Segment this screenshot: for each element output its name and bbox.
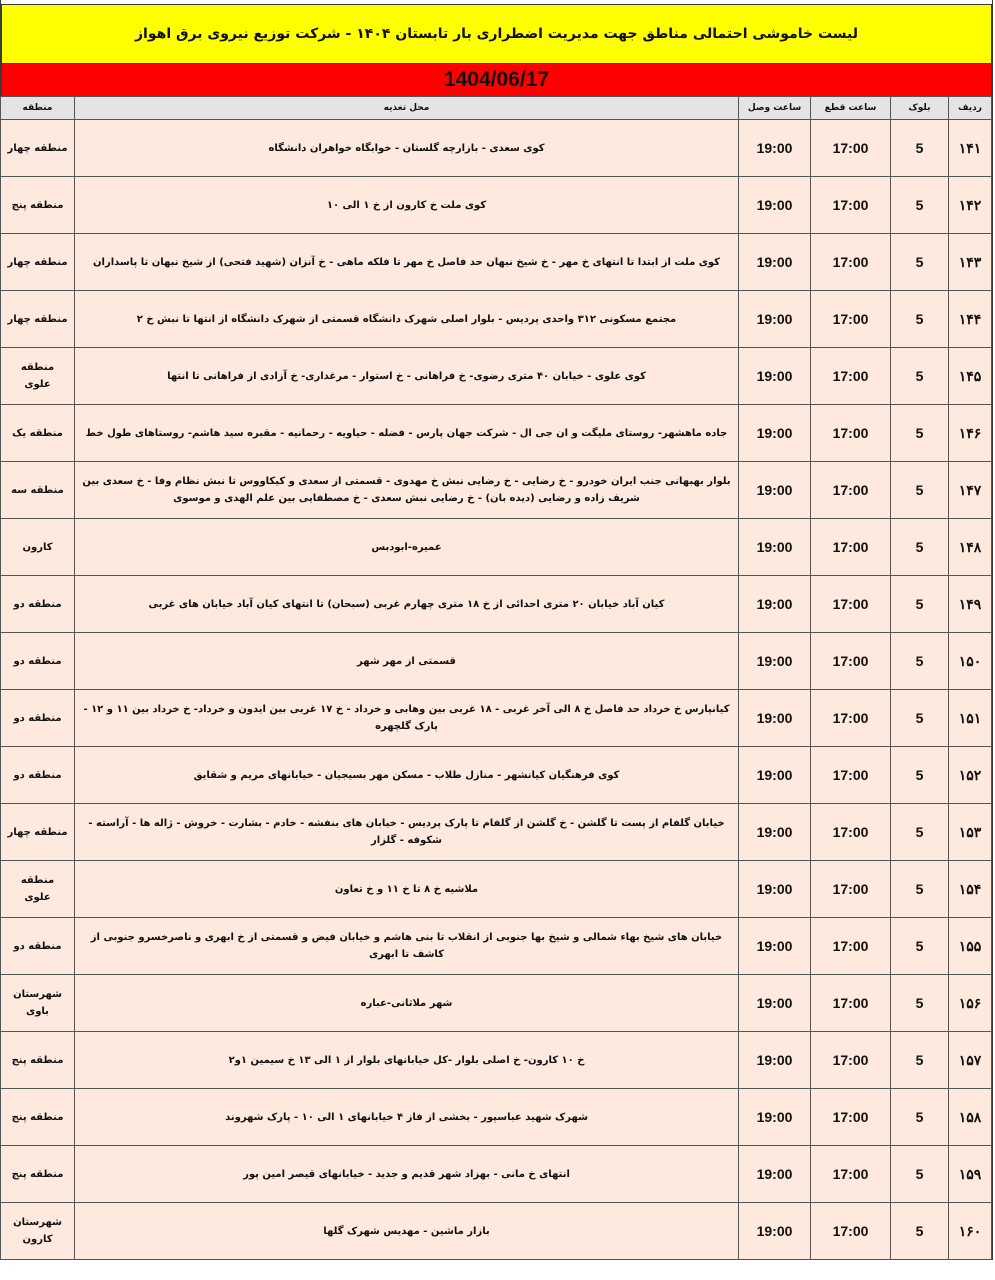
header-radif: ردیف (949, 97, 992, 120)
cell-block: 5 (891, 1032, 949, 1089)
cell-region: منطقه چهار (1, 120, 75, 177)
cell-radif: ۱۴۲ (949, 177, 992, 234)
cell-location: کیان آباد خیابان ۲۰ متری احدائی از خ ۱۸ متری چهارم غربی (سبحان) تا انتهای کیان آباد خیابان های غربی (75, 576, 739, 633)
table-row (1, 1032, 992, 1089)
cell-radif: ۱۴۸ (949, 519, 992, 576)
cell-cut-time: 17:00 (811, 1032, 891, 1089)
cell-radif: ۱۴۵ (949, 348, 992, 405)
cell-connect-time: 19:00 (739, 120, 811, 177)
cell-block: 5 (891, 348, 949, 405)
cell-connect-time: 19:00 (739, 747, 811, 804)
cell-location: شهر ملاثانی-عباره (75, 975, 739, 1032)
table-row (1, 405, 992, 462)
cell-block: 5 (891, 291, 949, 348)
cell-cut-time: 17:00 (811, 804, 891, 861)
cell-location: انتهای خ مانی - بهزاد شهر قدیم و جدید - خیابانهای قیصر امین پور (75, 1146, 739, 1203)
cell-radif: ۱۴۶ (949, 405, 992, 462)
cell-location: کیانپارس خ خرداد حد فاصل خ ۸ الی آخر غربی - ۱۸ غربی بین وهابی و خرداد - خ ۱۷ غربی بین ایدون و خرداد- خ خرداد بین ۱۱ و ۱۲ - پارک گلچهره (75, 690, 739, 747)
cell-location: ملاشیه خ ۸ تا خ ۱۱ و خ تعاون (75, 861, 739, 918)
cell-cut-time: 17:00 (811, 120, 891, 177)
cell-location: کوی علوی - خیابان ۴۰ متری رضوی- خ فراهانی - خ استوار - مرغداری- خ آزادی از فراهانی تا انتها (75, 348, 739, 405)
cell-block: 5 (891, 747, 949, 804)
table-row (1, 633, 992, 690)
cell-block: 5 (891, 918, 949, 975)
cell-block: 5 (891, 690, 949, 747)
cell-connect-time: 19:00 (739, 291, 811, 348)
cell-cut-time: 17:00 (811, 462, 891, 519)
cell-location: کوی ملت خ کارون از خ ۱ الی ۱۰ (75, 177, 739, 234)
cell-block: 5 (891, 519, 949, 576)
table-row (1, 975, 992, 1032)
cell-region: منطقه پنج (1, 1089, 75, 1146)
cell-block: 5 (891, 234, 949, 291)
table-row (1, 462, 992, 519)
cell-region: منطقه دو (1, 690, 75, 747)
table-row (1, 120, 992, 177)
cell-radif: ۱۵۰ (949, 633, 992, 690)
cell-region: کارون (1, 519, 75, 576)
cell-location: جاده ماهشهر- روستای ملیگت و ان جی ال - شرکت جهان پارس - فضله - حیاویه - رحمانیه - مقبره سید هاشم- روستاهای طول خط (75, 405, 739, 462)
cell-region: شهرستان کارون (1, 1203, 75, 1260)
cell-block: 5 (891, 633, 949, 690)
cell-radif: ۱۴۴ (949, 291, 992, 348)
cell-connect-time: 19:00 (739, 975, 811, 1032)
cell-block: 5 (891, 120, 949, 177)
cell-block: 5 (891, 861, 949, 918)
cell-location: عمیره-ابودبس (75, 519, 739, 576)
outage-table (0, 96, 992, 1260)
table-header-row (1, 97, 992, 120)
table-row (1, 234, 992, 291)
cell-connect-time: 19:00 (739, 177, 811, 234)
cell-region: منطقه دو (1, 576, 75, 633)
cell-radif: ۱۵۲ (949, 747, 992, 804)
cell-cut-time: 17:00 (811, 405, 891, 462)
cell-location: مجتمع مسکونی ۳۱۲ واحدی پردیس - بلوار اصلی شهرک دانشگاه قسمتی از شهرک دانشگاه از انتها تا نبش خ ۲ (75, 291, 739, 348)
cell-cut-time: 17:00 (811, 291, 891, 348)
cell-connect-time: 19:00 (739, 234, 811, 291)
page-title: لیست خاموشی احتمالی مناطق جهت مدیریت اضطراری بار تابستان ۱۴۰۴ - شرکت توزیع نیروی برق اهواز (1, 4, 992, 64)
table-row (1, 291, 992, 348)
table-row (1, 1146, 992, 1203)
cell-connect-time: 19:00 (739, 633, 811, 690)
cell-block: 5 (891, 804, 949, 861)
cell-region: شهرستان باوی (1, 975, 75, 1032)
cell-radif: ۱۶۰ (949, 1203, 992, 1260)
cell-region: منطقه چهار (1, 234, 75, 291)
cell-location: کوی فرهنگیان کیانشهر - منازل طلاب - مسکن مهر بسیجیان - خیابانهای مریم و شقایق (75, 747, 739, 804)
cell-connect-time: 19:00 (739, 1203, 811, 1260)
cell-radif: ۱۵۸ (949, 1089, 992, 1146)
cell-connect-time: 19:00 (739, 576, 811, 633)
cell-radif: ۱۵۵ (949, 918, 992, 975)
cell-region: منطقه پنج (1, 1032, 75, 1089)
cell-cut-time: 17:00 (811, 519, 891, 576)
cell-connect-time: 19:00 (739, 462, 811, 519)
cell-location: کوی ملت از ابتدا تا انتهای خ مهر - خ شیخ نبهان حد فاصل خ مهر تا فلکه ماهی - خ آنزان (شهید فتحی) از شیخ نبهان تا پاسداران (75, 234, 739, 291)
cell-region: منطقه پنج (1, 1146, 75, 1203)
cell-connect-time: 19:00 (739, 918, 811, 975)
table-row (1, 861, 992, 918)
cell-radif: ۱۵۶ (949, 975, 992, 1032)
cell-radif: ۱۴۷ (949, 462, 992, 519)
cell-location: بلوار بهبهانی جنب ایران خودرو - خ رضایی - خ رضایی نبش خ مهدوی - قسمتی از سعدی و کیکاووس تا نبش نظام وفا - خ سعدی بین شریف زاده و رضایی (دیده بان) - خ رضایی نبش سعدی - خ مصطفایی بین علم الهدی و موسوی (75, 462, 739, 519)
table-row (1, 690, 992, 747)
cell-radif: ۱۴۱ (949, 120, 992, 177)
cell-location: خ ۱۰ کارون- خ اصلی بلوار -کل خیابانهای بلوار از ۱ الی ۱۳ خ سیمین ۱و۲ (75, 1032, 739, 1089)
cell-block: 5 (891, 405, 949, 462)
header-connect-time: ساعت وصل (739, 97, 811, 120)
cell-region: منطقه چهار (1, 291, 75, 348)
cell-connect-time: 19:00 (739, 519, 811, 576)
cell-connect-time: 19:00 (739, 1146, 811, 1203)
table-row (1, 519, 992, 576)
cell-location: شهرک شهید عباسپور - بخشی از فاز ۴ خیابانهای ۱ الی ۱۰ - پارک شهروند (75, 1089, 739, 1146)
cell-region: منطقه دو (1, 918, 75, 975)
cell-block: 5 (891, 576, 949, 633)
cell-region: منطقه پنج (1, 177, 75, 234)
cell-cut-time: 17:00 (811, 576, 891, 633)
cell-radif: ۱۵۱ (949, 690, 992, 747)
table-row (1, 747, 992, 804)
cell-region: منطقه دو (1, 633, 75, 690)
cell-location: بازار ماشین - مهدیس شهرک گلها (75, 1203, 739, 1260)
cell-block: 5 (891, 177, 949, 234)
cell-radif: ۱۵۹ (949, 1146, 992, 1203)
cell-radif: ۱۵۷ (949, 1032, 992, 1089)
cell-location: کوی سعدی - بازارچه گلستان - خوابگاه خواهران دانشگاه (75, 120, 739, 177)
cell-connect-time: 19:00 (739, 861, 811, 918)
cell-block: 5 (891, 1146, 949, 1203)
cell-block: 5 (891, 1089, 949, 1146)
header-cut-time: ساعت قطع (811, 97, 891, 120)
cell-connect-time: 19:00 (739, 405, 811, 462)
table-row (1, 348, 992, 405)
table-row (1, 804, 992, 861)
header-location: محل تغذیه (75, 97, 739, 120)
table-row (1, 1203, 992, 1260)
table-row (1, 918, 992, 975)
header-region: منطقه (1, 97, 75, 120)
cell-cut-time: 17:00 (811, 690, 891, 747)
cell-radif: ۱۴۹ (949, 576, 992, 633)
cell-cut-time: 17:00 (811, 177, 891, 234)
cell-region: منطقه چهار (1, 804, 75, 861)
cell-block: 5 (891, 1203, 949, 1260)
cell-region: منطقه دو (1, 747, 75, 804)
cell-connect-time: 19:00 (739, 1032, 811, 1089)
cell-cut-time: 17:00 (811, 348, 891, 405)
cell-location: قسمتی از مهر شهر (75, 633, 739, 690)
cell-cut-time: 17:00 (811, 1089, 891, 1146)
header-block: بلوک (891, 97, 949, 120)
cell-region: منطقه سه (1, 462, 75, 519)
cell-radif: ۱۴۳ (949, 234, 992, 291)
cell-cut-time: 17:00 (811, 633, 891, 690)
table-row (1, 177, 992, 234)
cell-region: منطقه علوی (1, 861, 75, 918)
cell-connect-time: 19:00 (739, 804, 811, 861)
cell-cut-time: 17:00 (811, 234, 891, 291)
cell-location: خیابان های شیخ بهاء شمالی و شیخ بها جنوبی از انقلاب تا بنی هاشم و خیابان فیض و قسمتی از خ ابهری و ناصرخسرو جنوبی از کاشف تا ابهری (75, 918, 739, 975)
cell-cut-time: 17:00 (811, 1203, 891, 1260)
cell-block: 5 (891, 975, 949, 1032)
cell-radif: ۱۵۳ (949, 804, 992, 861)
table-row (1, 576, 992, 633)
cell-connect-time: 19:00 (739, 690, 811, 747)
cell-cut-time: 17:00 (811, 747, 891, 804)
cell-cut-time: 17:00 (811, 861, 891, 918)
cell-region: منطقه یک (1, 405, 75, 462)
cell-location: خیابان گلفام از پست تا گلشن - خ گلشن از گلفام تا پارک پردیس - خیابان های بنفشه - خادم - بشارت - خروش - ژاله ها - آراسته - شکوفه - گلزار (75, 804, 739, 861)
cell-connect-time: 19:00 (739, 348, 811, 405)
cell-cut-time: 17:00 (811, 918, 891, 975)
cell-block: 5 (891, 462, 949, 519)
cell-cut-time: 17:00 (811, 1146, 891, 1203)
cell-region: منطقه علوی (1, 348, 75, 405)
cell-radif: ۱۵۴ (949, 861, 992, 918)
cell-connect-time: 19:00 (739, 1089, 811, 1146)
cell-cut-time: 17:00 (811, 975, 891, 1032)
table-row (1, 1089, 992, 1146)
date-banner: 1404/06/17 (1, 64, 992, 96)
